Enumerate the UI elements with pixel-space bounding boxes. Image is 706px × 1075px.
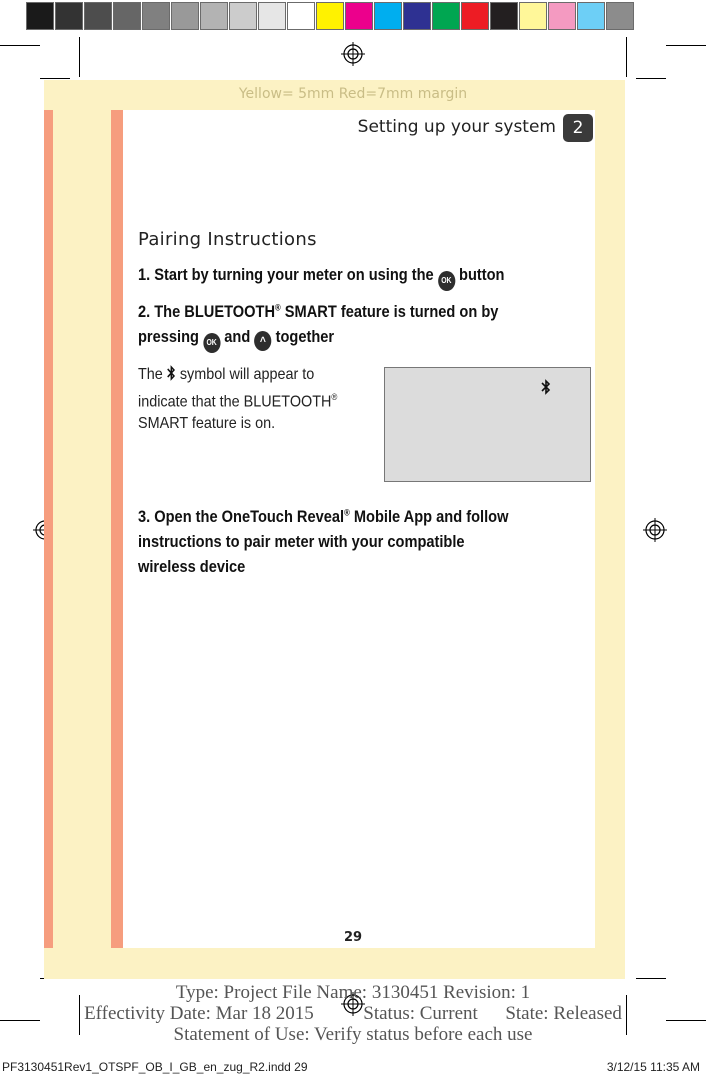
- color-swatch: [258, 2, 286, 30]
- color-swatch: [519, 2, 547, 30]
- status: Status: Current: [363, 1003, 478, 1024]
- registered-mark: ®: [275, 302, 281, 313]
- crop-mark: [40, 78, 70, 79]
- step-3-text: 3. Open the OneTouch Reveal: [138, 507, 345, 526]
- color-swatch: [432, 2, 460, 30]
- color-swatch: [142, 2, 170, 30]
- color-swatch: [403, 2, 431, 30]
- state: State: Released: [505, 1003, 622, 1024]
- bluetooth-icon: [167, 365, 176, 381]
- body-text: The: [138, 366, 163, 383]
- slug-date: 3/12/15 11:35 AM: [606, 1060, 700, 1074]
- color-swatch: [200, 2, 228, 30]
- color-swatch: [26, 2, 54, 30]
- color-swatch: [577, 2, 605, 30]
- step-3-line-2: instructions to pair meter with your compatible: [138, 532, 465, 551]
- color-calibration-bar: [26, 2, 635, 32]
- slug-filename: PF3130451Rev1_OTSPF_OB_I_GB_en_zug_R2.indd 29: [2, 1060, 308, 1074]
- crop-mark: [626, 37, 627, 77]
- bluetooth-icon: [541, 379, 551, 395]
- color-swatch: [461, 2, 489, 30]
- step-2-and: and: [224, 327, 251, 346]
- registered-mark: ®: [331, 392, 338, 402]
- up-button-icon: ^: [254, 331, 271, 351]
- color-swatch: [490, 2, 518, 30]
- crop-mark: [636, 978, 666, 979]
- step-2-together: together: [275, 327, 335, 346]
- color-swatch: [548, 2, 576, 30]
- crop-mark: [636, 78, 666, 79]
- color-swatch: [287, 2, 315, 30]
- crop-mark: [79, 37, 80, 77]
- step-2-text-rest: SMART feature is turned on by: [280, 302, 499, 321]
- body-text: SMART feature is on.: [138, 415, 276, 433]
- body-text: symbol will appear to: [179, 366, 315, 383]
- registered-mark: ®: [344, 507, 350, 518]
- body-text: indicate that the BLUETOOTH: [138, 393, 332, 411]
- color-swatch: [316, 2, 344, 30]
- step-3-line-3: wireless device: [138, 557, 246, 576]
- effectivity-date: Effectivity Date: Mar 18 2015: [84, 1003, 314, 1024]
- color-swatch: [171, 2, 199, 30]
- registration-mark-icon: [341, 42, 365, 66]
- bluetooth-symbol-description: [138, 364, 372, 435]
- color-swatch: [374, 2, 402, 30]
- margin-note: Yellow= 5mm Red=7mm margin: [238, 86, 468, 102]
- page-heading: Pairing Instructions: [138, 229, 317, 250]
- crop-mark: [666, 45, 706, 46]
- color-swatch: [55, 2, 83, 30]
- color-swatch: [113, 2, 141, 30]
- step-2-line-1: [138, 302, 498, 322]
- margin-strip: [111, 110, 123, 948]
- color-swatch: [229, 2, 257, 30]
- ok-button-icon: OK: [203, 333, 220, 353]
- section-number-badge: 2: [563, 114, 593, 142]
- step-2-pressing: pressing: [138, 327, 199, 346]
- step-1: [138, 265, 504, 291]
- margin-strip: [44, 110, 53, 948]
- meter-screen-illustration: [384, 367, 591, 482]
- step-1-text: 1. Start by turning your meter on using the: [138, 265, 434, 284]
- crop-mark: [0, 45, 40, 46]
- document-info-line-1: Type: Project File Name: 3130451 Revision: 1: [175, 982, 531, 1003]
- ok-button-icon: OK: [438, 271, 455, 291]
- color-swatch: [345, 2, 373, 30]
- registration-mark-icon: [643, 518, 667, 542]
- step-3-line-1: [138, 507, 508, 527]
- step-1-text-end: button: [459, 265, 505, 284]
- color-swatch: [84, 2, 112, 30]
- step-2-text: 2. The BLUETOOTH: [138, 302, 276, 321]
- page-number: 29: [343, 930, 363, 945]
- document-info-line-3: Statement of Use: Verify status before each use: [173, 1024, 533, 1045]
- section-title: Setting up your system: [357, 117, 556, 137]
- step-3-text-rest: Mobile App and follow: [349, 507, 509, 526]
- step-2-line-2: [138, 327, 334, 353]
- color-swatch: [606, 2, 634, 30]
- document-info-line-2: [0, 1003, 706, 1025]
